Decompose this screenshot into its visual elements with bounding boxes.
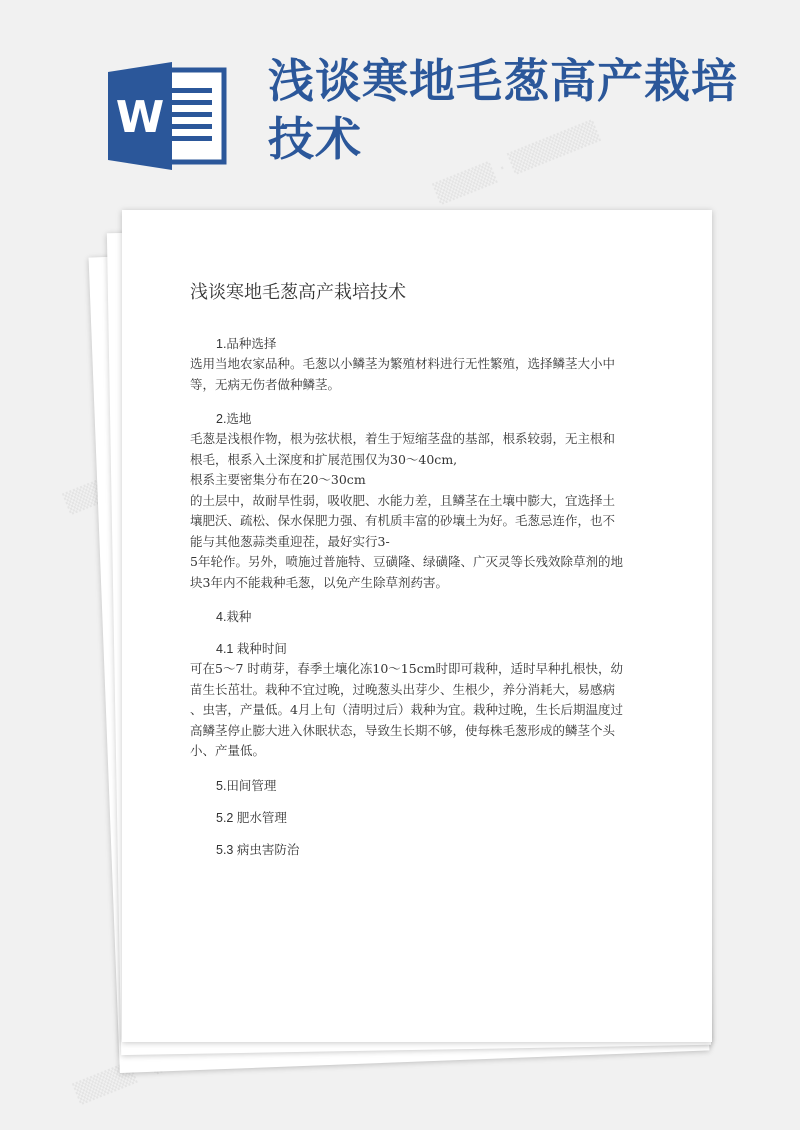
paragraph-line: 、虫害，产量低。4月上旬（清明过后）栽种为宜。栽种过晚，生长后期温度过: [190, 702, 623, 717]
paragraph-line: 壤肥沃、疏松、保水保肥力强、有机质丰富的砂壤土为好。毛葱忌连作，也不: [190, 513, 616, 528]
paragraph-line: 苗生长茁壮。栽种不宜过晚，过晚葱头出芽少、生根少，养分消耗大，易感病: [190, 681, 616, 697]
document-body: [190, 280, 640, 862]
watermark: ▒▒▒▒: [71, 1060, 138, 1106]
watermark: ▒▒▒▒: [61, 470, 128, 516]
section: [190, 808, 640, 828]
watermark: ▒▒▒▒ · ▒▒▒▒▒▒: [431, 118, 602, 206]
paragraph-line: 块3年内不能栽种毛葱，以免产生除草剂药害。: [190, 574, 448, 590]
paragraph-line: 根系主要密集分布在20～30cm: [190, 472, 366, 487]
section-heading: 5.田间管理: [216, 778, 277, 793]
paragraph-line: 等，无病无伤者做种鳞茎。: [190, 376, 341, 392]
section-heading: 2.选地: [216, 412, 252, 426]
banner-title: 浅谈寒地毛葱高产栽培技术: [268, 54, 738, 166]
paragraph-line: 毛葱是浅根作物，根为弦状根，着生于短缩茎盘的基部，根系较弱，无主根和: [190, 431, 616, 446]
section-paragraph: [190, 429, 640, 593]
section-paragraph: [190, 354, 640, 395]
section: [190, 334, 640, 395]
paragraph-line: 选用当地农家品种。毛葱以小鳞茎为繁殖材料进行无性繁殖，选择鳞茎大小中: [190, 356, 616, 371]
paragraph-line: 能与其他葱蒜类重迎茬，最好实行3-: [190, 533, 390, 549]
section: [190, 840, 640, 860]
word-document-icon: [108, 62, 230, 170]
section: [190, 409, 640, 593]
section: [190, 639, 640, 762]
section: [190, 607, 640, 627]
section-heading: 1.品种选择: [216, 337, 277, 351]
paragraph-line: 小、产量低。: [190, 743, 266, 758]
svg-text:W: W: [115, 92, 165, 143]
section-heading: 4.1 栽种时间: [216, 642, 287, 656]
section: [190, 776, 640, 796]
section-heading: 4.栽种: [216, 610, 252, 624]
document-title: 浅谈寒地毛葱高产栽培技术: [190, 282, 406, 303]
section-heading: 5.3 病虫害防治: [216, 842, 300, 857]
section-paragraph: [190, 659, 640, 762]
section-heading: 5.2 肥水管理: [216, 810, 287, 825]
paragraph-line: 根毛，根系入土深度和扩展范围仅为30～40cm,: [190, 451, 458, 467]
paragraph-line: 5年轮作。另外，喷施过普施特、豆磺隆、绿磺隆、广灭灵等长残效除草剂的地: [190, 554, 623, 569]
paragraph-line: 高鳞茎停止膨大进入休眠状态，导致生长期不够，使每株毛葱形成的鳞茎个头: [190, 722, 616, 738]
paragraph-line: 可在5～7 时萌芽，春季土壤化冻10～15cm时即可栽种，适时早种扎根快，幼: [190, 661, 624, 676]
paragraph-line: 的土层中，故耐旱性弱，吸收肥、水能力差，且鳞茎在土壤中膨大，宜选择土: [190, 492, 616, 508]
